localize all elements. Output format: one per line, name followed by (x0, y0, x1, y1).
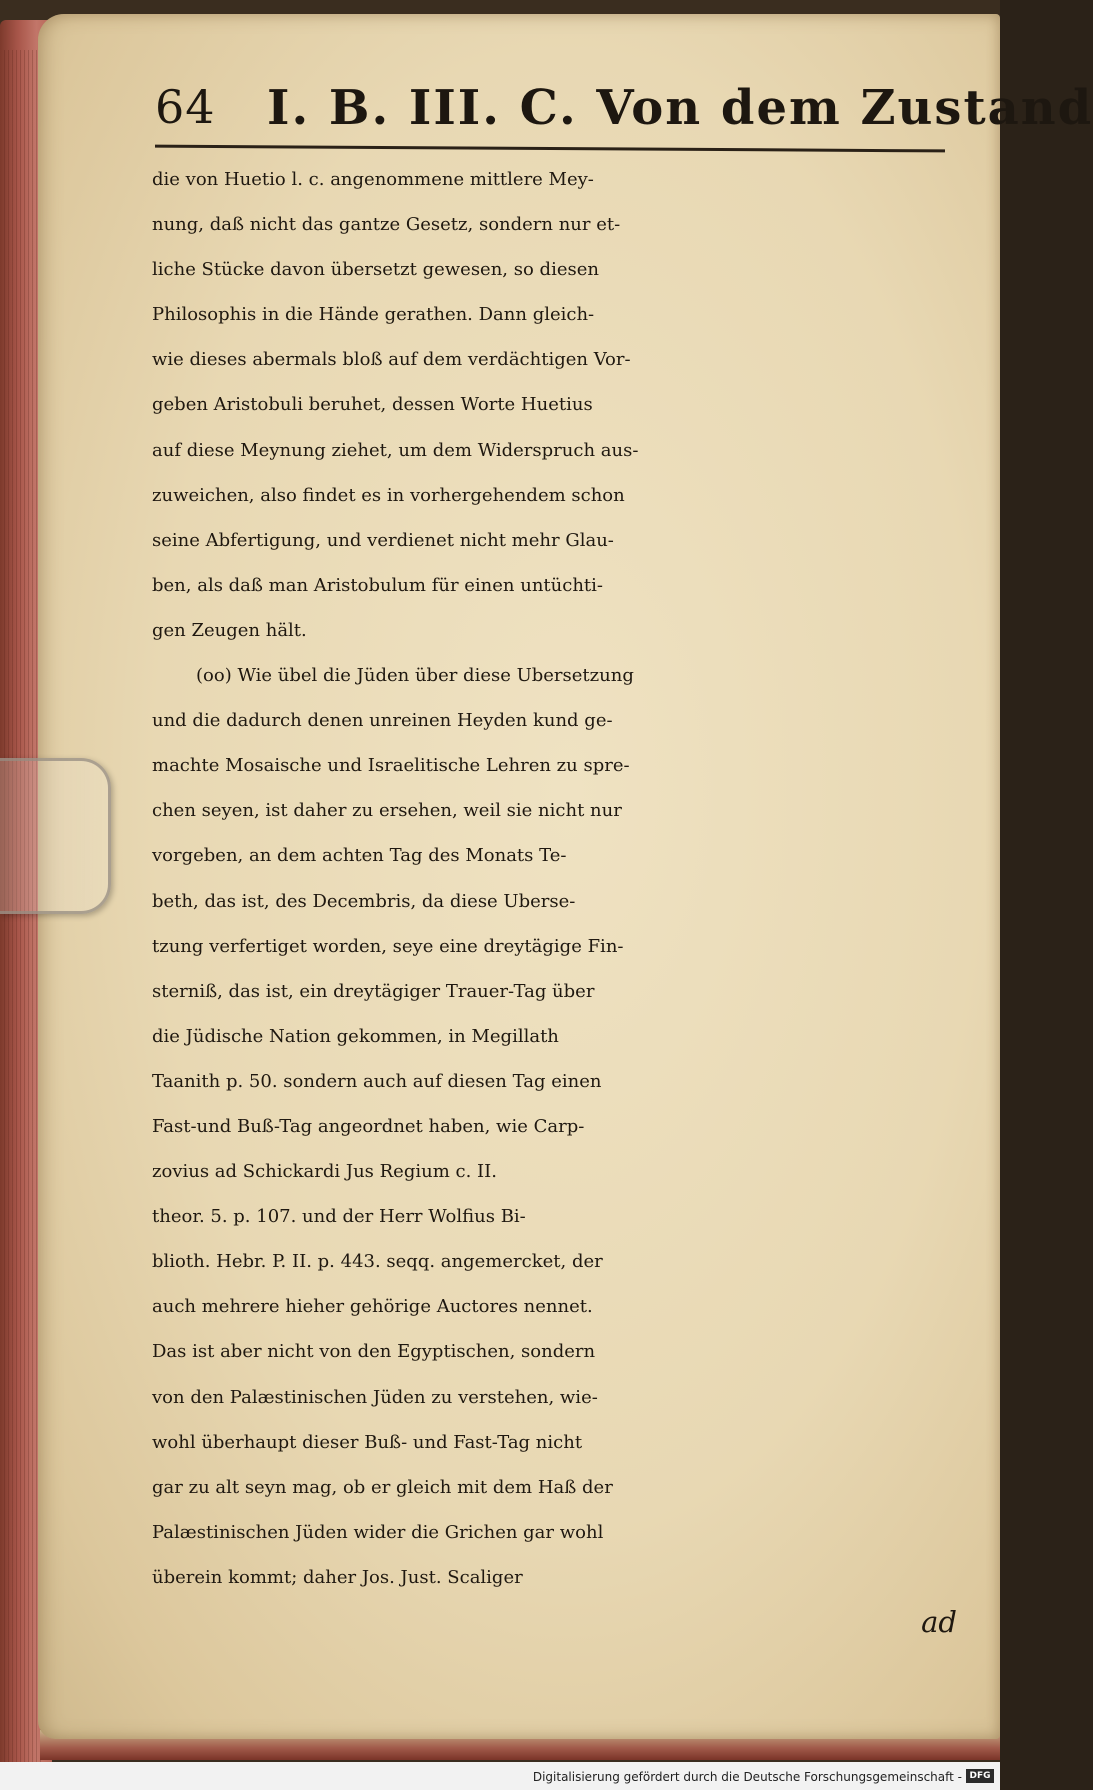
catchword: ad (921, 1605, 957, 1639)
text-line: auch mehrere hieher gehörige Auctores nennet. (152, 1296, 593, 1318)
text-line: sterniß, das ist, ein dreytägiger Trauer-Tag über (152, 980, 595, 1002)
text-line: chen seyen, ist daher zu ersehen, weil sie nicht nur (152, 800, 622, 822)
text-line: nung, daß nicht das gantze Gesetz, sondern nur et- (152, 214, 621, 236)
body-text (152, 157, 967, 1645)
text-line: Fast-und Buß-Tag angeordnet haben, wie Carp- (152, 1115, 585, 1137)
page-header (155, 80, 1093, 150)
text-line: gar zu alt seyn mag, ob er gleich mit dem Haß der (152, 1476, 613, 1498)
text-line: Taanith p. 50. sondern auch auf diesen Tag einen (152, 1070, 602, 1092)
text-line: wie dieses abermals bloß auf dem verdächtigen Vor- (152, 349, 631, 371)
text-line: die Jüdische Nation gekommen, in Megillath (152, 1025, 559, 1047)
text-line: seine Abfertigung, und verdienet nicht mehr Glau- (152, 529, 614, 551)
digitization-footer (0, 1762, 1000, 1790)
text-line: blioth. Hebr. P. II. p. 443. seqq. angemercket, der (152, 1251, 603, 1273)
text-line: theor. 5. p. 107. und der Herr Wolfius Bi- (152, 1206, 526, 1228)
text-line: auf diese Meynung ziehet, um dem Widerspruch aus- (152, 439, 639, 461)
text-line: zovius ad Schickardi Jus Regium c. II. (152, 1161, 497, 1183)
text-line: ben, als daß man Aristobulum für einen untüchti- (152, 574, 604, 596)
page-clip (0, 758, 111, 914)
text-line: überein kommt; daher Jos. Just. Scaliger (152, 1566, 523, 1588)
text-line: Palæstinischen Jüden wider die Grichen gar wohl (152, 1521, 604, 1543)
text-line: wohl überhaupt dieser Buß- und Fast-Tag nicht (152, 1431, 583, 1453)
page-number: 64 (155, 80, 216, 134)
text-line: Philosophis in die Hände gerathen. Dann gleich- (152, 304, 595, 326)
text-line: tzung verfertiget worden, seye eine dreytägige Fin- (152, 935, 624, 957)
text-line: zuweichen, also findet es in vorhergehendem schon (152, 484, 625, 506)
text-line: machte Mosaische und Israelitische Lehren zu spre- (152, 755, 630, 777)
text-line: beth, das ist, des Decembris, da diese Uberse- (152, 890, 576, 912)
funding-note: Digitalisierung gefördert durch die Deutsche Forschungsgemeinschaft - (532, 1770, 962, 1784)
text-line: gen Zeugen hält. (152, 619, 307, 641)
text-line: von den Palæstinischen Jüden zu verstehen, wie- (152, 1386, 598, 1408)
text-line: geben Aristobuli beruhet, dessen Worte Huetius (152, 394, 593, 416)
text-line: liche Stücke davon übersetzt gewesen, so diesen (152, 259, 599, 281)
text-line: vorgeben, an dem achten Tag des Monats Te- (152, 845, 567, 867)
text-line: die von Huetio l. c. angenommene mittlere Mey- (152, 169, 594, 190)
running-head: I. B. III. C. Von dem Zustand (267, 80, 1093, 136)
dfg-logo: DFG (966, 1769, 994, 1783)
text-line: Das ist aber nicht von den Egyptischen, sondern (152, 1341, 596, 1363)
paragraph-start-line: (oo) Wie übel die Jüden über diese Ubersetzung (196, 665, 634, 687)
text-line: und die dadurch denen unreinen Heyden kund ge- (152, 710, 613, 732)
